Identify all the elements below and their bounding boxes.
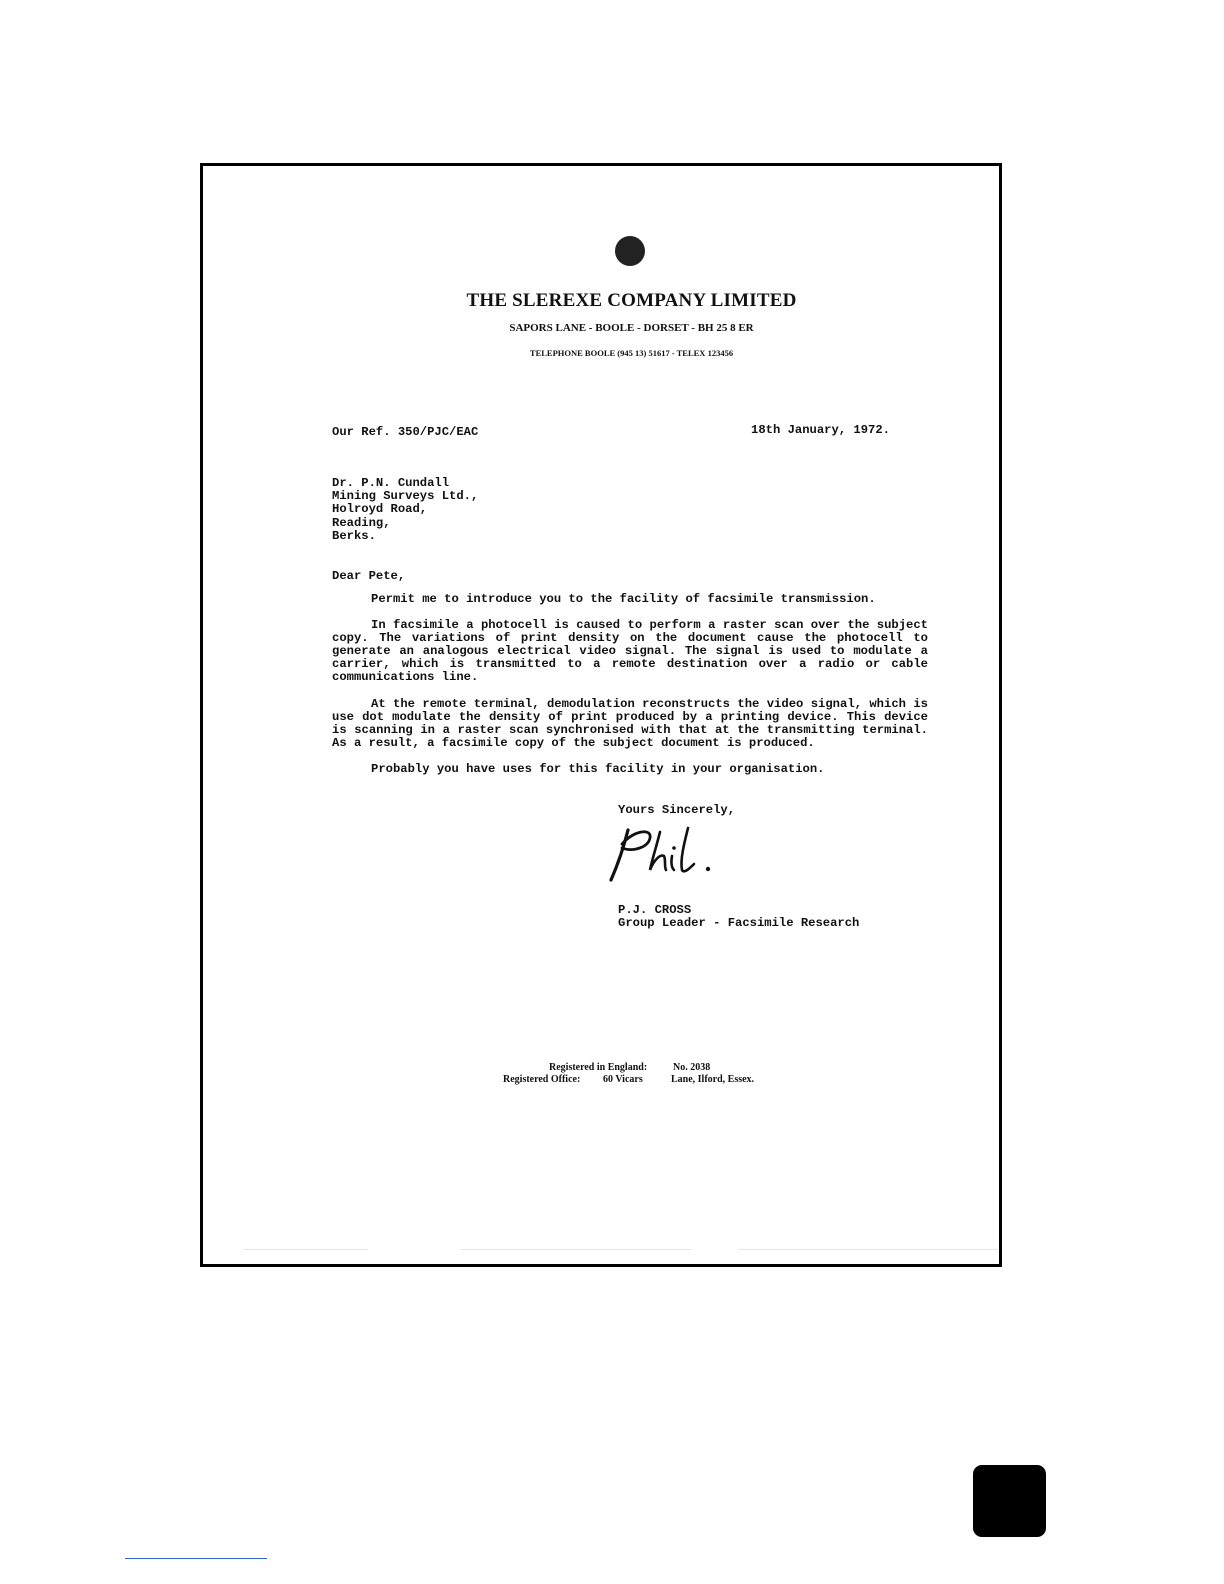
signatory-title: Group Leader - Facsimile Research [618, 916, 860, 931]
company-address: SAPORS LANE - BOOLE - DORSET - BH 25 8 ER [509, 322, 754, 334]
closing: Yours Sincerely, [618, 803, 736, 817]
signatory-name: P.J. CROSS [618, 903, 692, 917]
footer-office-address: 60 Vicars [603, 1074, 643, 1085]
footer-registered-number: No. 2038 [673, 1062, 711, 1073]
link-underline[interactable] [125, 1558, 267, 1559]
body-paragraph: Permit me to introduce you to the facility of facsimile transmission. [371, 592, 876, 606]
recipient-address [332, 477, 478, 543]
recipient-line: Mining Surveys Ltd., [332, 489, 479, 504]
footer-office-address: Lane, Ilford, Essex. [671, 1074, 755, 1085]
corner-marker-block [973, 1465, 1046, 1537]
signatory-block [618, 904, 859, 930]
recipient-line: Holroyd Road, [332, 502, 428, 517]
letter-reference: Our Ref. 350/PJC/EAC [332, 425, 479, 439]
scan-artifact-line [461, 1249, 691, 1250]
company-name: THE SLEREXE COMPANY LIMITED [466, 290, 797, 311]
company-logo-icon [615, 236, 645, 266]
salutation: Dear Pete, [332, 569, 406, 583]
recipient-line: Dr. P.N. Cundall [332, 476, 450, 490]
footer-office-label: Registered Office: [503, 1074, 581, 1085]
letter-body [332, 593, 928, 789]
recipient-line: Berks. [332, 528, 376, 543]
scan-artifact-line [738, 1249, 998, 1250]
body-paragraph: In facsimile a photocell is caused to perform a raster scan over the subject copy. The variations of print density on the document cause the photocell to generate an analogous electrical video signal. The signal is used to modulate a carrier, which is transmitted to a remote destination over a radio or cable communications line. [332, 618, 928, 685]
document-page [200, 163, 1002, 1267]
scan-artifact-line [243, 1249, 368, 1250]
company-telephone: TELEPHONE BOOLE (945 13) 51617 - TELEX 123456 [529, 348, 734, 358]
recipient-line: Reading, [332, 515, 391, 530]
letter-date: 18th January, 1972. [751, 423, 890, 437]
signature-image [608, 822, 718, 884]
footer-registered-label: Registered in England: [549, 1062, 648, 1073]
body-paragraph: Probably you have uses for this facility in your organisation. [371, 761, 825, 776]
body-paragraph: At the remote terminal, demodulation reconstructs the video signal, which is use dot modulate the density of print produced by a printing device. This device is scanning in a raster scan synchronised with that at the transmitting terminal. As a result, a facsimile copy of the subject document is produced. [332, 696, 928, 750]
